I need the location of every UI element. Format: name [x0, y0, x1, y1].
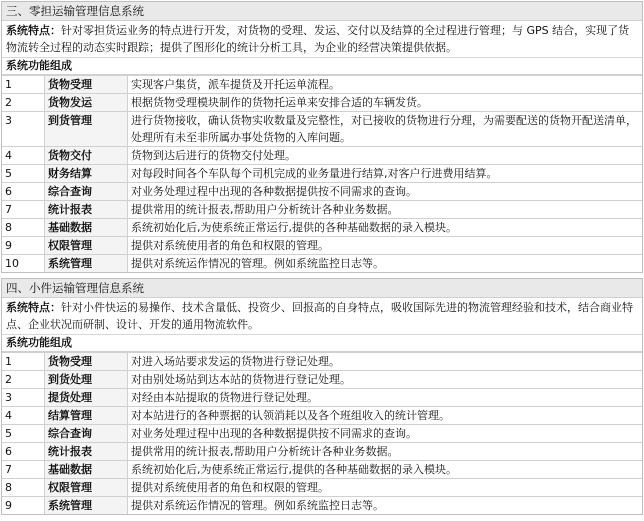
- module-name: 财务结算: [45, 165, 128, 183]
- row-number: 4: [2, 407, 45, 425]
- module-name: 货物发运: [45, 94, 128, 112]
- row-number: 10: [2, 255, 45, 273]
- components-title: 系统功能组成: [2, 58, 642, 75]
- module-name: 系统管理: [45, 255, 128, 273]
- components-title: 系统功能组成: [2, 335, 642, 352]
- row-number: 6: [2, 183, 45, 201]
- table-row: [2, 201, 642, 219]
- module-name: 综合查询: [45, 183, 128, 201]
- module-description: 对本站进行的各种票据的认领消耗以及各个班组收入的统计管理。: [128, 407, 643, 425]
- module-description: 实现客户集货，派车提货及开托运单流程。: [128, 76, 643, 94]
- module-description: 提供对系统运作情况的管理。例如系统监控日志等。: [128, 255, 643, 273]
- table-row: [2, 407, 642, 425]
- row-number: 5: [2, 165, 45, 183]
- module-description: 对业务处理过程中出现的各种数据提供按不同需求的查询。: [128, 425, 643, 443]
- table-row: [2, 461, 642, 479]
- table-row: [2, 425, 642, 443]
- table-row: [2, 94, 642, 112]
- module-name: 统计报表: [45, 201, 128, 219]
- section-title: 四、小件运输管理信息系统: [2, 279, 642, 298]
- table-row: [2, 371, 642, 389]
- table-row: [2, 76, 642, 94]
- module-description: 进行货物接收，确认货物实收数量及完整性，对已接收的货物进行分理，为需要配送的货物开配送清单，处理所有未至非所属办事处货物的入库问题。: [128, 112, 643, 147]
- module-name: 权限管理: [45, 237, 128, 255]
- module-description: 对进入场站要求发运的货物进行登记处理。: [128, 353, 643, 371]
- row-number: 7: [2, 201, 45, 219]
- feature-text: 针对小件快运的易操作、技术含量低、投资少、回报高的自身特点，吸收国际先进的物流管理经验和技术，结合商业特点、企业状况而研制、设计、开发的通用物流软件。: [6, 301, 633, 331]
- table-row: [2, 479, 642, 497]
- module-name: 货物受理: [45, 76, 128, 94]
- table-row: [2, 497, 642, 515]
- module-description: 对业务处理过程中出现的各种数据提供按不同需求的查询。: [128, 183, 643, 201]
- row-number: 2: [2, 371, 45, 389]
- module-name: 提货处理: [45, 389, 128, 407]
- table-row: [2, 183, 642, 201]
- module-description: 对由别处场站到达本站的货物进行登记处理。: [128, 371, 643, 389]
- module-name: 货物交付: [45, 147, 128, 165]
- module-name: 统计报表: [45, 443, 128, 461]
- table-row: [2, 147, 642, 165]
- row-number: 6: [2, 443, 45, 461]
- module-name: 权限管理: [45, 479, 128, 497]
- row-number: 8: [2, 479, 45, 497]
- feature-text: 针对零担货运业务的特点进行开发，对货物的受理、发运、交付以及结算的全过程进行管理；与 GPS 结合，实现了货物流转全过程的动态实时跟踪；提供了图形化的统计分析工具，为企业的经营决策提供依据。: [6, 24, 630, 54]
- table-row: [2, 443, 642, 461]
- module-name: 综合查询: [45, 425, 128, 443]
- module-description: 系统初始化后,为使系统正常运行,提供的各种基础数据的录入模块。: [128, 219, 643, 237]
- section-ltl-transport-system: [1, 1, 643, 273]
- module-name: 到货管理: [45, 112, 128, 147]
- module-description: 提供常用的统计报表,帮助用户分析统计各种业务数据。: [128, 443, 643, 461]
- module-description: 对每段时间各个车队每个司机完成的业务量进行结算,对客户行进费用结算。: [128, 165, 643, 183]
- row-number: 3: [2, 112, 45, 147]
- system-features: [2, 21, 642, 58]
- feature-label: 系统特点：: [6, 24, 61, 37]
- module-name: 基础数据: [45, 219, 128, 237]
- row-number: 9: [2, 237, 45, 255]
- module-name: 结算管理: [45, 407, 128, 425]
- module-description: 提供对系统使用者的角色和权限的管理。: [128, 479, 643, 497]
- module-name: 基础数据: [45, 461, 128, 479]
- module-description: 对经由本站提取的货物进行登记处理。: [128, 389, 643, 407]
- system-features: [2, 298, 642, 335]
- table-row: [2, 237, 642, 255]
- module-description: 提供对系统运作情况的管理。例如系统监控日志等。: [128, 497, 643, 515]
- row-number: 4: [2, 147, 45, 165]
- table-row: [2, 353, 642, 371]
- row-number: 3: [2, 389, 45, 407]
- row-number: 1: [2, 76, 45, 94]
- row-number: 7: [2, 461, 45, 479]
- module-description: 提供常用的统计报表,帮助用户分析统计各种业务数据。: [128, 201, 643, 219]
- module-name: 系统管理: [45, 497, 128, 515]
- module-description: 根据货物受理模块制作的货物托运单来安排合适的车辆发货。: [128, 94, 643, 112]
- table-row: [2, 255, 642, 273]
- row-number: 5: [2, 425, 45, 443]
- section-parcel-transport-system: [1, 278, 643, 515]
- row-number: 8: [2, 219, 45, 237]
- table-row: [2, 165, 642, 183]
- module-description: 提供对系统使用者的角色和权限的管理。: [128, 237, 643, 255]
- module-name: 到货处理: [45, 371, 128, 389]
- components-table: [2, 75, 642, 272]
- row-number: 9: [2, 497, 45, 515]
- components-table: [2, 352, 642, 514]
- module-name: 货物受理: [45, 353, 128, 371]
- row-number: 2: [2, 94, 45, 112]
- table-row: [2, 112, 642, 147]
- table-row: [2, 219, 642, 237]
- feature-label: 系统特点：: [6, 301, 61, 314]
- row-number: 1: [2, 353, 45, 371]
- section-title: 三、零担运输管理信息系统: [2, 2, 642, 21]
- module-description: 系统初始化后,为使系统正常运行,提供的各种基础数据的录入模块。: [128, 461, 643, 479]
- module-description: 货物到达后进行的货物交付处理。: [128, 147, 643, 165]
- table-row: [2, 389, 642, 407]
